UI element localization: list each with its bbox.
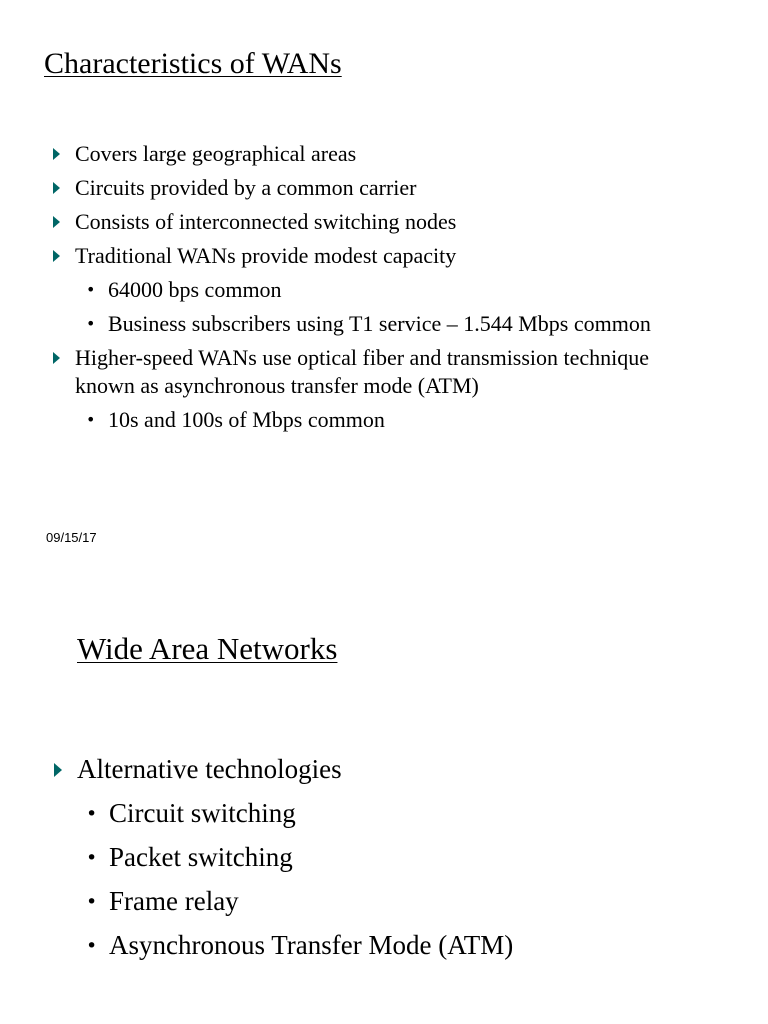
bullet-dot-icon: • [86, 280, 96, 299]
slide-wide-area-networks [0, 560, 768, 1024]
slide-date: 09/15/17 [46, 530, 97, 545]
list-item [0, 242, 768, 270]
bullet-dot-icon: • [86, 314, 96, 333]
triangle-right-icon [53, 182, 60, 194]
sub-bullet-text: Circuit switching [109, 798, 296, 828]
bullet-text: Covers large geographical areas [75, 141, 357, 166]
sub-list-item [0, 928, 768, 962]
list-item [0, 344, 768, 400]
sub-bullet-text: 64000 bps common [108, 277, 282, 302]
bullet-list [0, 752, 768, 972]
bullet-dot-icon: • [86, 803, 98, 825]
triangle-right-icon [53, 216, 60, 228]
sub-list-item [0, 276, 768, 304]
bullet-text: Traditional WANs provide modest capacity [75, 243, 457, 268]
bullet-text: Alternative technologies [77, 754, 342, 784]
triangle-right-icon [53, 148, 60, 160]
bullet-dot-icon: • [86, 935, 98, 957]
bullet-text: Circuits provided by a common carrier [75, 175, 417, 200]
sub-bullet-text: Frame relay [109, 886, 239, 916]
triangle-right-icon [53, 352, 60, 364]
list-item [0, 752, 768, 786]
list-item [0, 140, 768, 168]
sub-list-item [0, 796, 768, 830]
sub-bullet-text: Asynchronous Transfer Mode (ATM) [109, 930, 514, 960]
list-item [0, 208, 768, 236]
bullet-dot-icon: • [86, 847, 98, 869]
bullet-text: Higher-speed WANs use optical fiber and transmission technique known as asynchronous transfer mode (ATM) [75, 345, 650, 398]
bullet-list [0, 140, 768, 440]
sub-bullet-text: Packet switching [109, 842, 293, 872]
list-item [0, 174, 768, 202]
sub-list-item [0, 884, 768, 918]
bullet-dot-icon: • [86, 410, 96, 429]
triangle-right-icon [54, 763, 62, 777]
triangle-right-icon [53, 250, 60, 262]
sub-list-item [0, 840, 768, 874]
slide-title: Characteristics of WANs [44, 47, 342, 80]
slide-title: Wide Area Networks [77, 631, 338, 666]
sub-list-item [0, 406, 768, 434]
bullet-dot-icon: • [86, 891, 98, 913]
sub-bullet-text: Business subscribers using T1 service – 1.544 Mbps common [108, 311, 651, 336]
bullet-text: Consists of interconnected switching nodes [75, 209, 457, 234]
sub-list-item [0, 310, 768, 338]
sub-bullet-text: 10s and 100s of Mbps common [108, 407, 385, 432]
